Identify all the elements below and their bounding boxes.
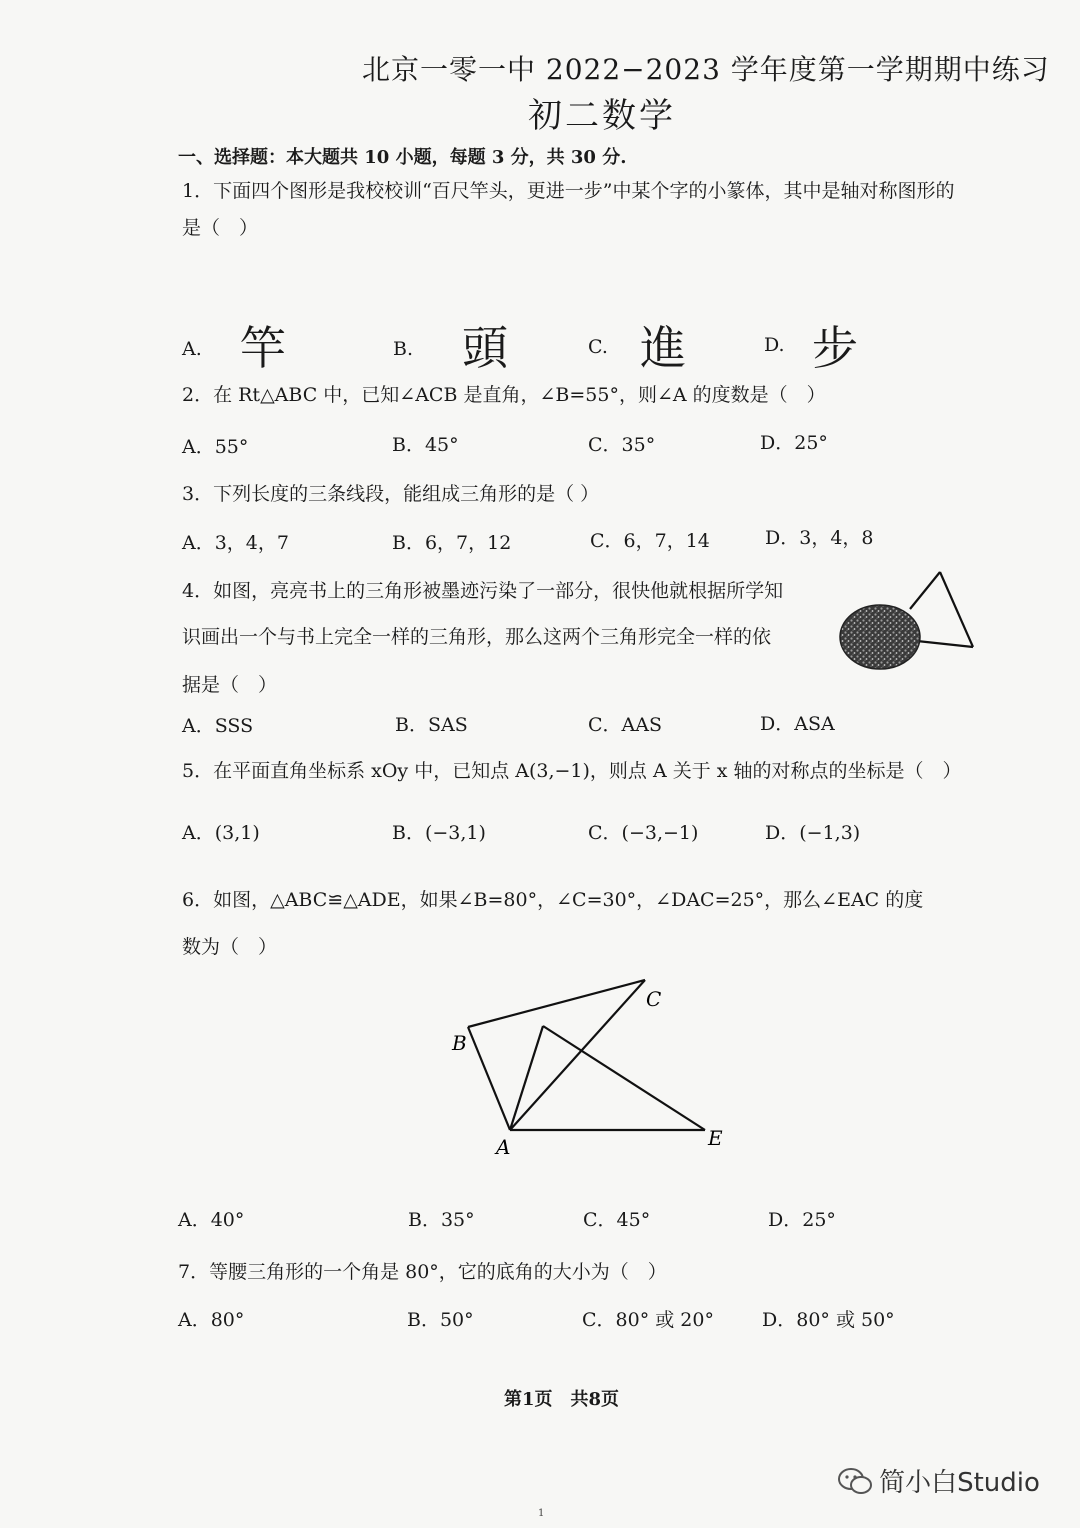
q7-option-c: C．80° 或 20° (582, 1309, 714, 1331)
q1-text-line1: 1．下面四个图形是我校校训“百尺竿头，更进一步”中某个字的小篆体，其中是轴对称图形的 (182, 180, 955, 202)
q6-text-line1: 6．如图，△ABC≌△ADE，如果∠B=80°，∠C=30°，∠DAC=25°，那么∠EAC 的度 (182, 889, 924, 911)
q5-option-b: B．(−3,1) (392, 822, 486, 844)
triangle-side-3 (917, 641, 973, 647)
q3-option-b: B．6，7，12 (392, 532, 512, 554)
q5-option-c: C．(−3,−1) (588, 822, 699, 844)
page-footer: 第1页 共8页 (504, 1389, 620, 1410)
q6-option-a: A．40° (178, 1209, 245, 1231)
watermark (836, 1462, 1040, 1499)
q4-option-b: B．SAS (395, 714, 468, 736)
q2-option-c: C．35° (588, 434, 656, 456)
ink-stained-triangle-figure (832, 565, 982, 670)
subject-title: 初二数学 (528, 96, 676, 136)
seal-glyph-c: 進 (640, 321, 686, 375)
triangle-side-2 (940, 572, 973, 647)
q1-option-c-label: C. (588, 336, 608, 358)
q3-option-d: D．3，4，8 (765, 527, 874, 549)
q4-text-line1: 4．如图，亮亮书上的三角形被墨迹污染了一部分，很快他就根据所学知 (182, 580, 784, 602)
q3-option-a: A．3，4，7 (182, 532, 289, 554)
q2-option-b: B．45° (392, 434, 459, 456)
q4-text-line2: 识画出一个与书上完全一样的三角形，那么这两个三角形完全一样的依 (182, 626, 772, 648)
q4-text-line3: 据是（ ） (182, 674, 278, 696)
triangle-side-1 (910, 572, 940, 609)
vertex-label-a: A (496, 1135, 511, 1159)
q3-text: 3．下列长度的三条线段，能组成三角形的是（ ） (182, 483, 600, 505)
congruent-triangles-figure (440, 970, 740, 1165)
segment-ab (468, 1027, 510, 1130)
segment-ac (510, 980, 645, 1130)
q4-option-d: D．ASA (760, 713, 835, 735)
exam-title: 北京一零一中 2022−2023 学年度第一学期期中练习 (362, 53, 1050, 86)
q1-text-line2: 是（ ） (182, 217, 259, 239)
q7-text: 7．等腰三角形的一个角是 80°，它的底角的大小为（ ） (178, 1261, 667, 1283)
ink-stain (840, 605, 920, 669)
q6-option-b: B．35° (408, 1209, 475, 1231)
seal-glyph-d: 步 (812, 321, 858, 375)
q1-option-b-label: B. (393, 338, 414, 360)
q6-option-d: D．25° (768, 1209, 836, 1231)
vertex-label-e: E (708, 1126, 723, 1150)
q5-option-a: A．(3,1) (182, 822, 260, 844)
q1-option-d-label: D. (764, 334, 785, 356)
q1-option-a-label: A. (182, 338, 202, 360)
q6-text-line2: 数为（ ） (182, 936, 278, 958)
wechat-icon (836, 1466, 874, 1496)
q5-option-d: D．(−1,3) (765, 822, 861, 844)
q3-option-c: C．6，7，14 (590, 530, 710, 552)
watermark-text: 简小白Studio (879, 1468, 1040, 1498)
q4-option-a: A．SSS (182, 715, 254, 737)
q2-option-a: A．55° (182, 436, 249, 458)
segment-ad (510, 1026, 543, 1130)
vertex-label-c: C (646, 987, 662, 1011)
q7-option-b: B．50° (407, 1309, 474, 1331)
segment-de (543, 1026, 705, 1130)
segment-bc (468, 980, 645, 1027)
q7-option-d: D．80° 或 50° (762, 1309, 895, 1331)
q5-text: 5．在平面直角坐标系 xOy 中，已知点 A(3,−1)，则点 A 关于 x 轴的对称点的坐标是（ ） (182, 760, 962, 782)
q2-text: 2．在 Rt△ABC 中，已知∠ACB 是直角，∠B=55°，则∠A 的度数是（ ） (182, 384, 826, 406)
q2-option-d: D．25° (760, 432, 828, 454)
q7-option-a: A．80° (178, 1309, 245, 1331)
q4-option-c: C．AAS (588, 714, 662, 736)
page-mark: 1 (538, 1508, 545, 1519)
q6-option-c: C．45° (583, 1209, 651, 1231)
seal-glyph-b: 頭 (462, 321, 508, 375)
vertex-label-b: B (452, 1031, 467, 1055)
section-heading: 一、选择题：本大题共 10 小题，每题 3 分，共 30 分. (178, 147, 627, 168)
seal-glyph-a: 竿 (240, 321, 286, 375)
